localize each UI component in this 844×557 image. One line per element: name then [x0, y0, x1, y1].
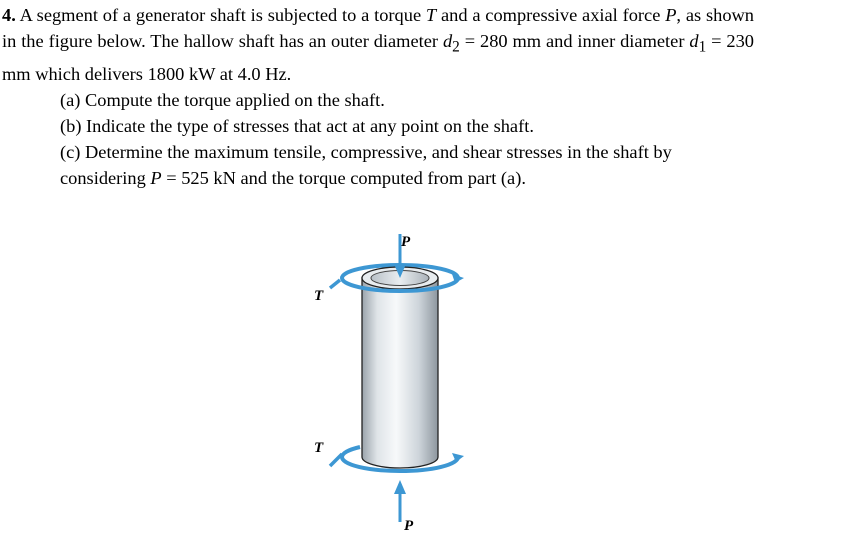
- part-a: [60, 87, 754, 113]
- subscript: 1: [698, 38, 707, 56]
- math-symbol: d: [442, 31, 453, 51]
- label-p-bottom: P: [404, 518, 414, 534]
- text-run: (b) Indicate the type of stresses that act at any point on the shaft.: [60, 115, 534, 136]
- math-symbol: P: [665, 5, 677, 25]
- axial-force-arrow-bottom: [394, 480, 406, 522]
- label-p-top: P: [401, 234, 411, 250]
- problem-intro-text: [2, 5, 754, 84]
- math-symbol: T: [425, 5, 437, 25]
- shaft-diagram: [300, 222, 500, 542]
- problem-statement: [2, 2, 754, 191]
- part-c: [60, 139, 754, 191]
- shaft-figure: [300, 222, 500, 542]
- part-b: [60, 113, 754, 139]
- text-run: = 230 mm which delivers 1800 kW at 4.0 Hz.: [2, 31, 754, 84]
- problem-number: 4.: [2, 5, 16, 25]
- label-t-bottom: T: [314, 440, 324, 456]
- math-symbol: P: [150, 167, 162, 188]
- math-symbol: d: [689, 31, 699, 51]
- subscript: 2: [452, 38, 460, 56]
- text-run: = 525 kN and the torque computed from part (a).: [161, 167, 526, 188]
- shaft-body: [362, 267, 438, 468]
- problem-intro: [2, 2, 754, 87]
- text-run: , as shown in the figure below. The hallow shaft has an outer diameter: [2, 5, 754, 51]
- text-run: A segment of a generator shaft is subjected to a torque: [15, 5, 426, 25]
- label-t-top: T: [314, 288, 324, 304]
- text-run: (c) Determine the maximum tensile, compressive, and shear stresses in the shaft by considering: [60, 141, 672, 188]
- text-run: (a) Compute the torque applied on the shaft.: [60, 89, 385, 110]
- text-run: and a compressive axial force: [436, 5, 666, 25]
- problem-parts: [2, 87, 754, 191]
- text-run: = 280 mm and inner diameter: [459, 31, 690, 51]
